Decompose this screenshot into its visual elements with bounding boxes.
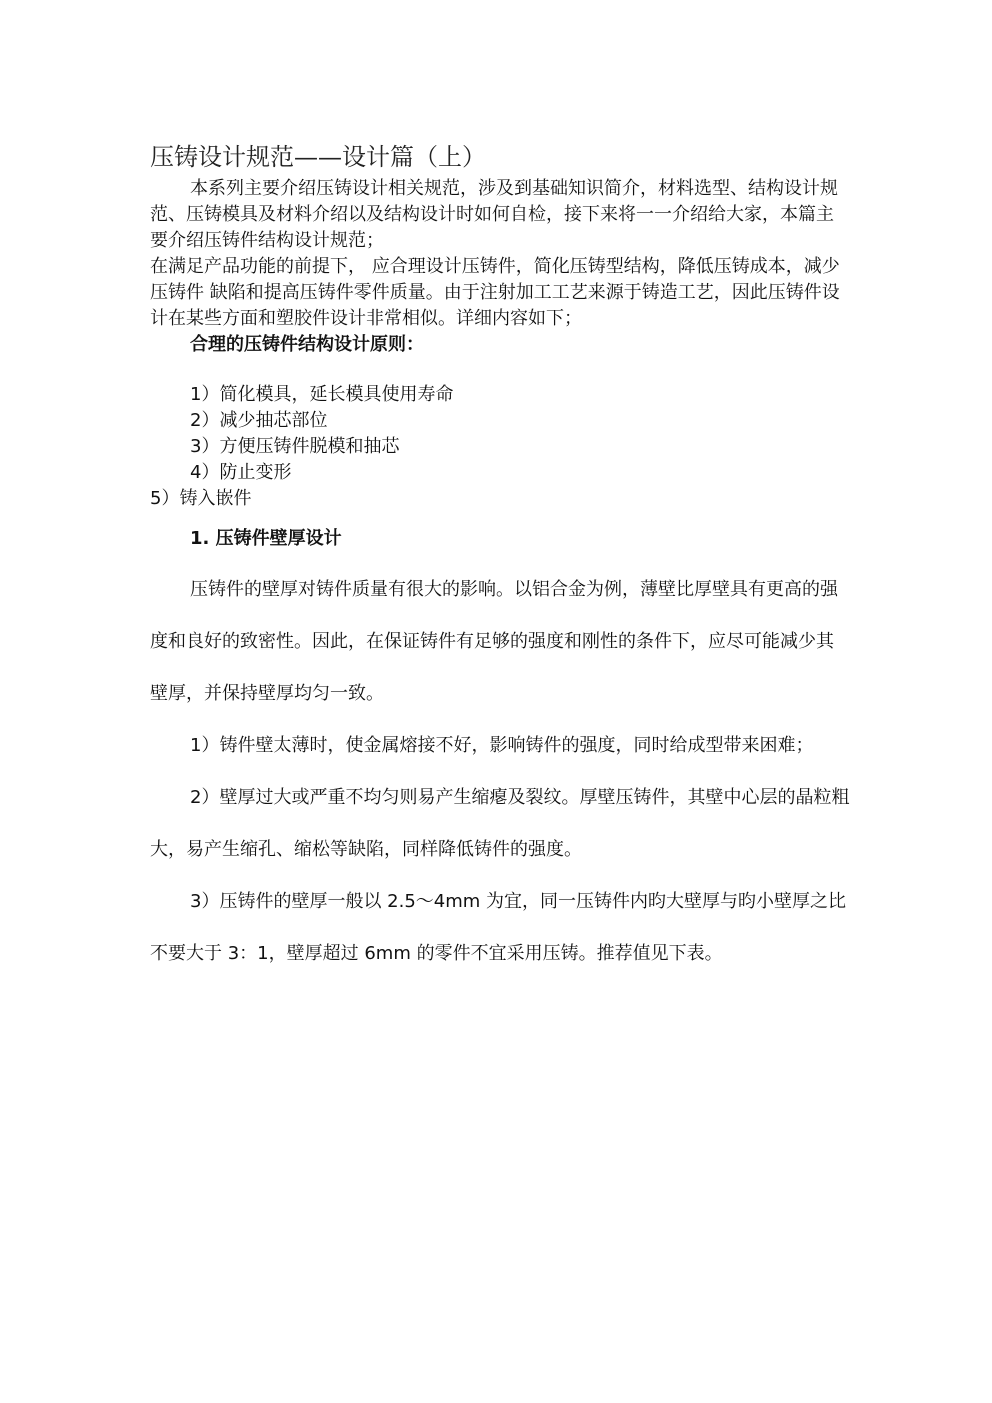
section-heading: 1. 压铸件壁厚设计	[190, 528, 342, 549]
body-paragraph: 压铸件的壁厚对铸件质量有很大的影响。以铝合金为例，薄壁比厚壁具有更高的强度和良好的致密性。因此，在保证铸件有足够的强度和刚性的条件下，应尽可能减少其壁厚，并保持壁厚均匀一致。	[150, 579, 838, 704]
list-item: 5）铸入嵌件	[150, 488, 252, 509]
body-paragraph: 2）壁厚过大或严重不均匀则易产生缩瘪及裂纹。厚壁压铸件，其壁中心层的晶粒粗大，易产生缩孔、缩松等缺陷，同样降低铸件的强度。	[150, 787, 850, 860]
list-item: 2）减少抽芯部位	[190, 410, 328, 431]
page-title: 压铸设计规范——设计篇（上）	[150, 143, 486, 171]
principles-list	[150, 382, 850, 512]
list-item: 4）防止变形	[190, 462, 292, 483]
principles-heading: 合理的压铸件结构设计原则：	[190, 334, 424, 355]
intro-paragraph-1: 本系列主要介绍压铸设计相关规范，涉及到基础知识简介，材料选型、结构设计规范、压铸模具及材料介绍以及结构设计时如何自检，接下来将一一介绍给大家，本篇主要介绍压铸件结构设计规范；	[150, 178, 838, 251]
body-paragraph: 1）铸件壁太薄时，使金属熔接不好，影响铸件的强度，同时给成型带来困难；	[190, 735, 814, 756]
body-paragraph: 3）压铸件的壁厚一般以 2.5～4mm 为宜，同一压铸件内昀大壁厚与昀小壁厚之比不要大于 3：1，壁厚超过 6mm 的零件不宜采用压铸。推荐值见下表。	[150, 891, 847, 964]
list-item: 3）方便压铸件脱模和抽芯	[190, 436, 400, 457]
intro-section	[150, 176, 850, 358]
document-content	[150, 140, 850, 980]
section-body	[150, 564, 850, 980]
intro-paragraph-2: 在满足产品功能的前提下， 应合理设计压铸件，简化压铸型结构，降低压铸成本，减少压铸件 缺陷和提高压铸件零件质量。由于注射加工工艺来源于铸造工艺，因此压铸件设计在某些方面和塑胶件设计非常相似。详细内容如下；	[150, 256, 840, 329]
list-item: 1）简化模具，延长模具使用寿命	[190, 384, 454, 405]
